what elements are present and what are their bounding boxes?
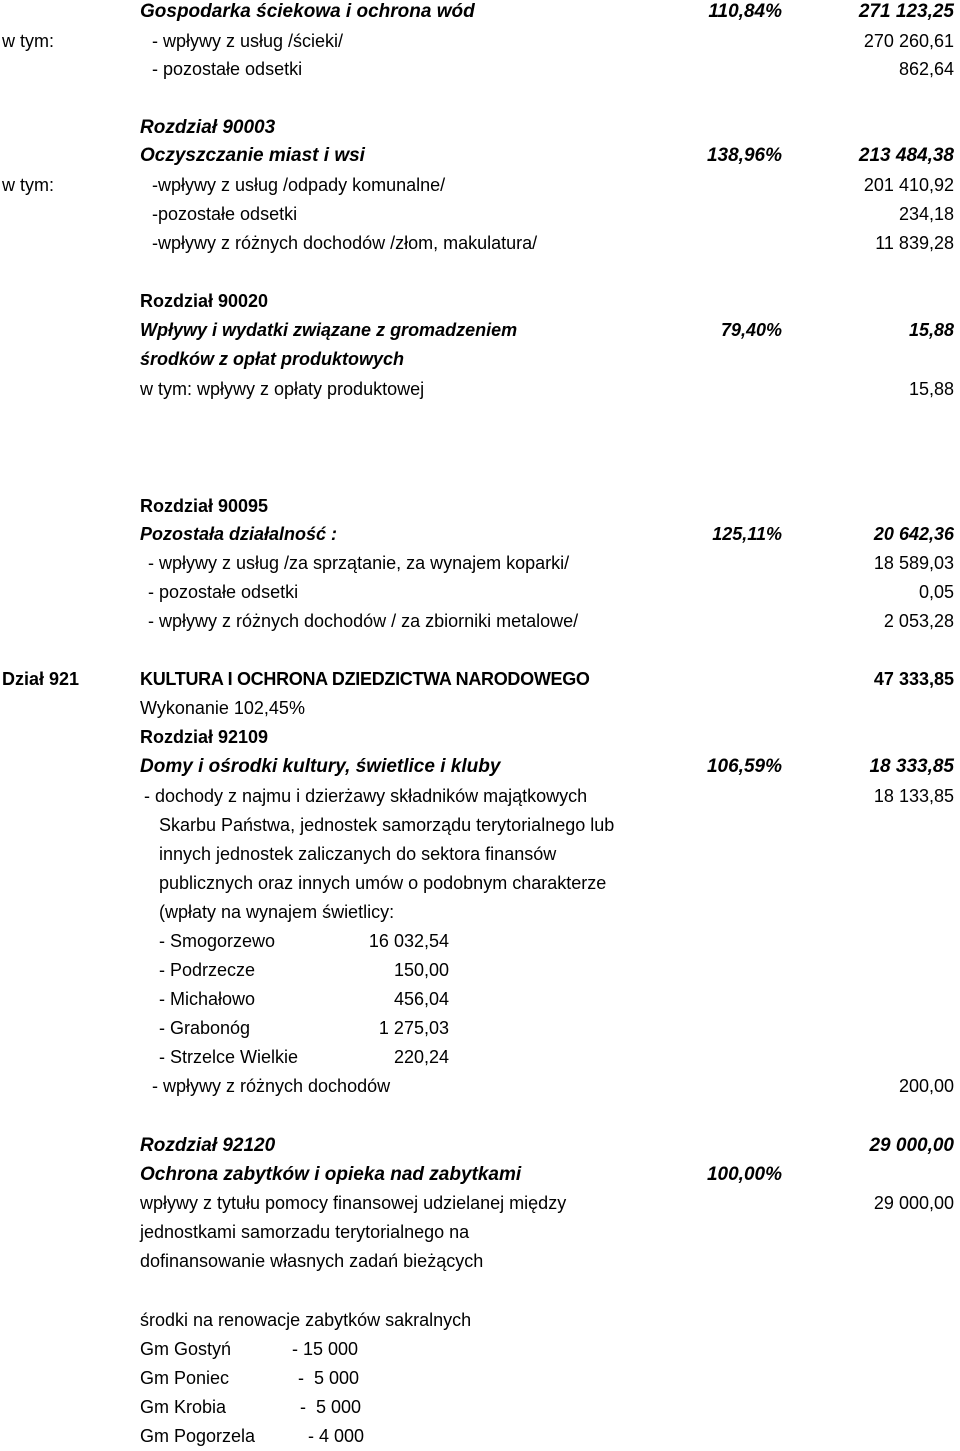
grant-name: Gm Krobia [140,1397,227,1417]
percent-value: 106,59% [706,756,782,777]
grant-name: Gm Gostyń [140,1339,232,1359]
item-value: 29 000,00 [873,1193,954,1213]
percent-value: 79,40% [720,320,782,340]
amount-value: 18 333,85 [869,756,954,777]
item-value: 15,88 [908,379,954,399]
amount-value: 271 123,25 [858,1,954,22]
grant-value: - 15 000 [292,1339,359,1359]
execution-label: Wykonanie 102,45% [140,698,305,718]
item-label: -wpływy z usług /odpady komunalne/ [152,175,446,195]
item-value: 270 260,61 [863,31,954,51]
amount-value: 29 000,00 [869,1135,954,1156]
item-value: 0,05 [918,582,954,602]
dzial-title: KULTURA I OCHRONA DZIEDZICTWA NARODOWEGO [140,669,590,689]
item-label: -wpływy z różnych dochodów /złom, makulatura/ [152,233,538,253]
item-value: 18 589,03 [873,553,954,573]
item-label: w tym: wpływy z opłaty produktowej [140,379,425,399]
section-title: Ochrona zabytków i opieka nad zabytkami [140,1164,522,1185]
section-heading: Rozdział 90095 [140,496,269,516]
item-label-cont: (wpłaty na wynajem świetlicy: [159,902,395,922]
item-label: - wpływy z usług /za sprzątanie, za wynajem koparki/ [148,553,570,573]
grant-name: Gm Pogorzela [140,1426,256,1446]
amount-value: 15,88 [908,320,954,340]
rental-name: - Strzelce Wielkie [159,1047,299,1067]
grants-title: środki na renowacje zabytków sakralnych [140,1310,472,1330]
section-heading: Rozdział 92120 [140,1135,276,1156]
rental-name: - Podrzecze [159,960,256,980]
item-label: wpływy z tytułu pomocy finansowej udzielanej między [140,1193,567,1213]
item-label: - wpływy z różnych dochodów / za zbiorniki metalowe/ [148,611,579,631]
rental-name: - Grabonóg [159,1018,251,1038]
item-label-cont: dofinansowanie własnych zadań bieżących [140,1251,484,1271]
item-label: - pozostałe odsetki [152,59,303,79]
section-heading: Rozdział 90020 [140,291,269,311]
item-value: 234,18 [898,204,954,224]
rental-value: 16 032,54 [368,931,449,951]
w-tym-label: w tym: [2,31,54,51]
grant-value: - 5 000 [300,1397,362,1417]
item-value: 862,64 [898,59,954,79]
percent-value: 110,84% [708,1,782,22]
section-title-cont: środków z opłat produktowych [140,349,405,369]
section-heading: Rozdział 90003 [140,117,276,138]
rental-value: 220,24 [393,1047,449,1067]
item-label: - dochody z najmu i dzierżawy składników majątkowych [144,786,588,806]
item-value: 18 133,85 [873,786,954,806]
section-title: Oczyszczanie miast i wsi [140,145,365,166]
item-label-cont: publicznych oraz innych umów o podobnym charakterze [159,873,607,893]
amount-value: 20 642,36 [873,524,954,544]
rental-name: - Smogorzewo [159,931,276,951]
item-label-cont: innych jednostek zaliczanych do sektora finansów [159,844,557,864]
w-tym-label: w tym: [2,175,54,195]
section-title: Gospodarka ściekowa i ochrona wód [140,1,475,22]
rental-value: 456,04 [393,989,449,1009]
grant-value: - 5 000 [298,1368,360,1388]
rental-name: - Michałowo [159,989,256,1009]
percent-value: 100,00% [706,1164,782,1185]
section-title: Domy i ośrodki kultury, świetlice i kluby [140,756,501,777]
item-label: - wpływy z różnych dochodów [152,1076,391,1096]
rental-value: 150,00 [393,960,449,980]
item-value: 200,00 [898,1076,954,1096]
item-value: 2 053,28 [883,611,954,631]
amount-value: 213 484,38 [858,145,954,166]
item-label-cont: jednostkami samorzadu terytorialnego na [140,1222,470,1242]
item-value: 11 839,28 [875,233,954,253]
item-label: - wpływy z usług /ścieki/ [152,31,344,51]
percent-value: 125,11% [712,524,782,544]
grant-value: - 4 000 [308,1426,365,1446]
item-label: -pozostałe odsetki [152,204,298,224]
section-title: Wpływy i wydatki związane z gromadzeniem [140,320,518,340]
section-heading: Rozdział 92109 [140,727,269,747]
rental-value: 1 275,03 [378,1018,449,1038]
item-label: - pozostałe odsetki [148,582,299,602]
section-title: Pozostała działalność : [140,524,338,544]
item-value: 201 410,92 [863,175,954,195]
percent-value: 138,96% [706,145,782,166]
grant-name: Gm Poniec [140,1368,230,1388]
item-label-cont: Skarbu Państwa, jednostek samorządu terytorialnego lub [159,815,615,835]
dzial-label: Dział 921 [2,669,80,689]
amount-value: 47 333,85 [873,669,954,689]
